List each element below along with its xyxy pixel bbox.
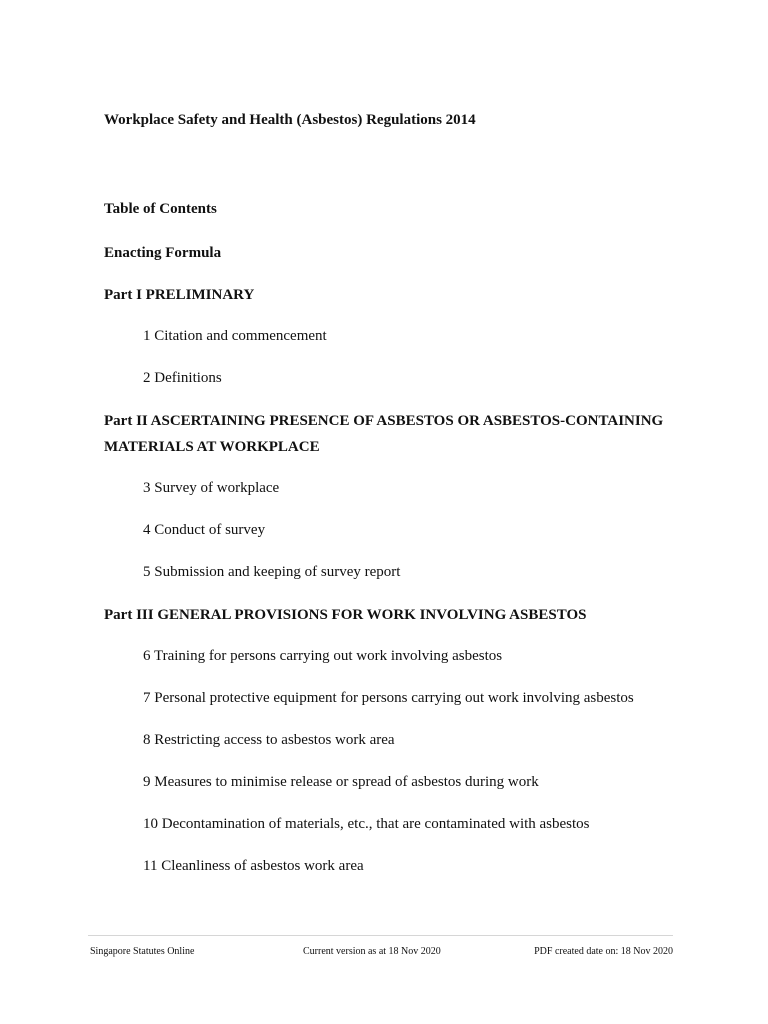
document-title: Workplace Safety and Health (Asbestos) Regulations 2014 [104,112,476,128]
toc-enacting-formula[interactable]: Enacting Formula [104,245,222,261]
footer-version: Current version as at 18 Nov 2020 [303,946,441,957]
page-footer [90,945,673,959]
toc-item-9[interactable]: 9 Measures to minimise release or spread of asbestos during work [143,774,539,790]
toc-item-10[interactable]: 10 Decontamination of materials, etc., that are contaminated with asbestos [143,816,590,832]
toc-item-2[interactable]: 2 Definitions [143,370,222,386]
toc-item-1[interactable]: 1 Citation and commencement [143,328,327,344]
toc-part-2-title[interactable]: Part II ASCERTAINING PRESENCE OF ASBESTOS OR ASBESTOS-CONTAINING MATERIALS AT WORKPLACE [104,413,664,455]
toc-part-3-title[interactable]: Part III GENERAL PROVISIONS FOR WORK INVOLVING ASBESTOS [104,607,587,623]
toc-item-8[interactable]: 8 Restricting access to asbestos work area [143,732,395,748]
toc-heading: Table of Contents [104,201,217,217]
toc-item-11[interactable]: 11 Cleanliness of asbestos work area [143,858,364,874]
toc-item-7[interactable]: 7 Personal protective equipment for persons carrying out work involving asbestos [143,690,634,706]
toc-item-6[interactable]: 6 Training for persons carrying out work involving asbestos [143,648,503,664]
toc-item-3[interactable]: 3 Survey of workplace [143,480,280,496]
toc-item-4[interactable]: 4 Conduct of survey [143,522,266,538]
toc-item-5[interactable]: 5 Submission and keeping of survey report [143,564,401,580]
footer-source: Singapore Statutes Online [90,946,195,957]
toc-part-1-title[interactable]: Part I PRELIMINARY [104,287,255,303]
table-of-contents [104,240,664,896]
footer-divider [88,935,673,936]
footer-created-date: PDF created date on: 18 Nov 2020 [534,946,673,957]
